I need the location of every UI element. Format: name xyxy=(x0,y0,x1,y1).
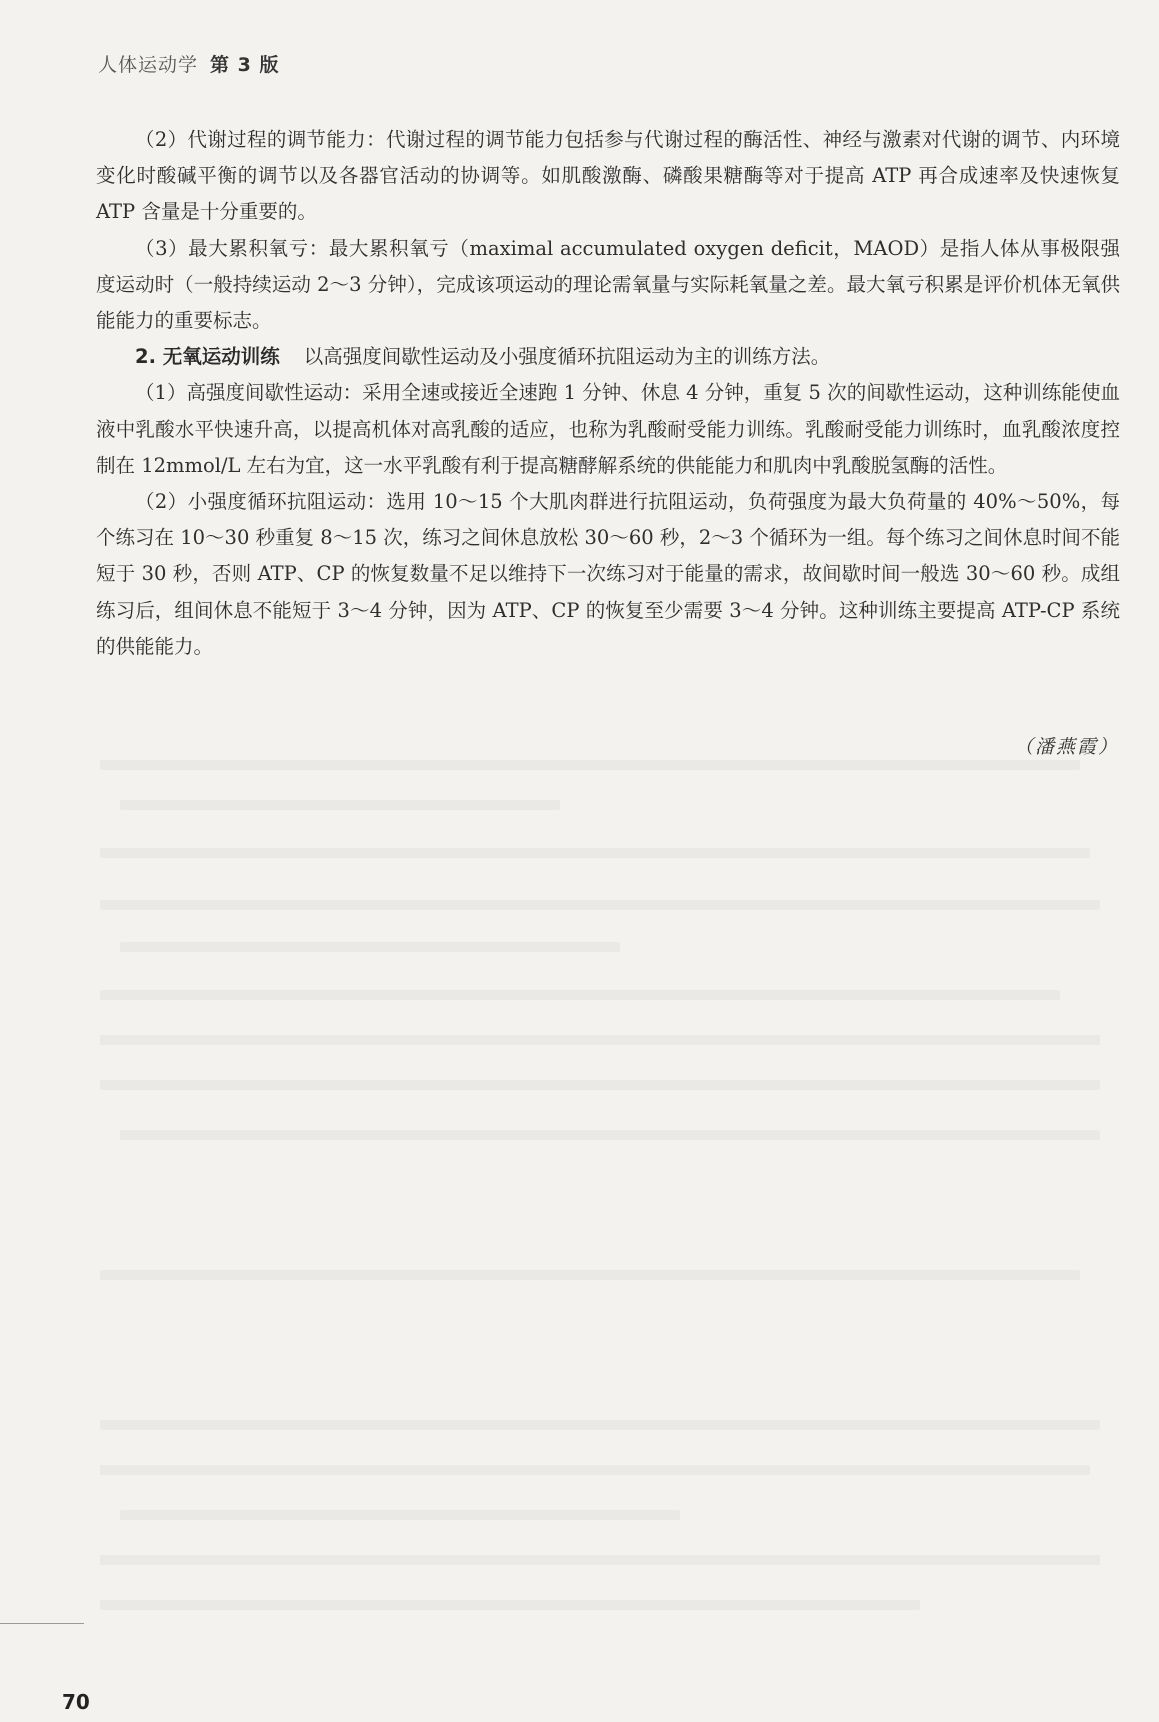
author-credit: （潘燕霞） xyxy=(1013,736,1119,758)
paragraph-circuit-resistance: （2）小强度循环抗阻运动：选用 10～15 个大肌肉群进行抗阻运动，负荷强度为最大负荷量的 40%～50%，每个练习在 10～30 秒重复 8～15 次，练习之间休息放松 30～60 秒，2～3 个循环为一组。每个练习之间休息时间不能短于 30 秒，否则 ATP、CP 的恢复数量不足以维持下一次练习对于能量的需求，故间歇时间一般选 30～60 秒。成组练习后，组间休息不能短于 3～4 分钟，因为 ATP、CP 的恢复至少需要 3～4 分钟。这种训练主要提高 ATP-CP 系统的供能能力。 xyxy=(96,490,1120,658)
book-title: 人体运动学 xyxy=(98,54,199,76)
edition-label: 第 3 版 xyxy=(210,54,280,76)
running-head xyxy=(98,50,279,77)
page-number: 70 xyxy=(62,1690,90,1714)
paragraph-anaerobic-training xyxy=(96,339,1120,375)
section-heading: 2. 无氧运动训练 xyxy=(135,345,280,369)
body-text xyxy=(96,122,1120,665)
paragraph-maod: （3）最大累积氧亏：最大累积氧亏（maximal accumulated oxygen deficit，MAOD）是指人体从事极限强度运动时（一般持续运动 2～3 分钟），完成该项运动的理论需氧量与实际耗氧量之差。最大氧亏积累是评价机体无氧供能能力的重要标志。 xyxy=(96,236,1120,333)
section-intro: 以高强度间歇性运动及小强度循环抗阻运动为主的训练方法。 xyxy=(303,345,831,369)
paragraph-metabolic-regulation: （2）代谢过程的调节能力：代谢过程的调节能力包括参与代谢过程的酶活性、神经与激素对代谢的调节、内环境变化时酸碱平衡的调节以及各器官活动的协调等。如肌酸激酶、磷酸果糖酶等对于提高 ATP 再合成速率及快速恢复 ATP 含量是十分重要的。 xyxy=(96,128,1120,224)
footer-rule xyxy=(0,1623,84,1624)
paragraph-high-intensity-interval: （1）高强度间歇性运动：采用全速或接近全速跑 1 分钟、休息 4 分钟，重复 5 次的间歇性运动，这种训练能使血液中乳酸水平快速升高，以提高机体对高乳酸的适应，也称为乳酸耐受能力训练。乳酸耐受能力训练时，血乳酸浓度控制在 12mmol/L 左右为宜，这一水平乳酸有利于提高糖酵解系统的供能能力和肌肉中乳酸脱氢酶的活性。 xyxy=(96,381,1120,477)
